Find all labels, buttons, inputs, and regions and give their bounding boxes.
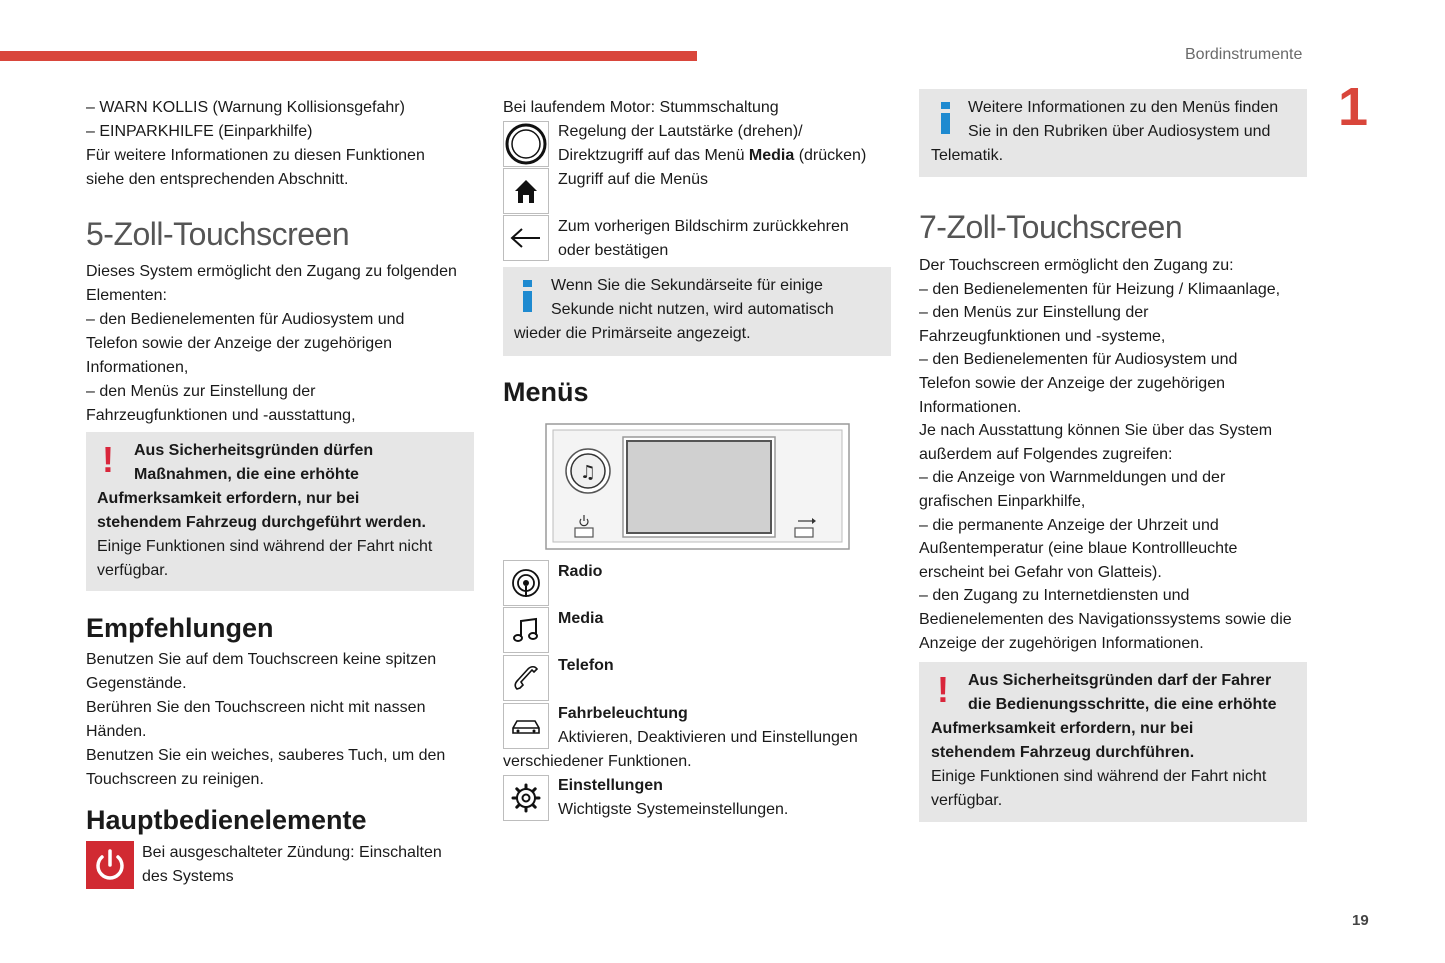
text-line: – den Bedienelementen für Audiosystem und: [86, 311, 405, 328]
text-line: Für weitere Informationen zu diesen Funktionen: [86, 147, 425, 164]
gear-icon: [503, 775, 549, 821]
text-line: Händen.: [86, 723, 147, 740]
col3-7inch-text: [919, 254, 1314, 655]
menu-desc: Aktivieren, Deaktivieren und Einstellungen: [558, 729, 858, 746]
warning-line: Einige Funktionen sind während der Fahrt nicht: [931, 768, 1267, 785]
heading-5inch: 5-Zoll-Touchscreen: [86, 216, 350, 252]
radio-icon: [503, 560, 549, 606]
text-line: – den Zugang zu Internetdiensten und: [919, 587, 1190, 605]
text-span: Direktzugriff auf das Menü: [558, 147, 749, 164]
text-line: – den Bedienelementen für Heizung / Klimaanlage,: [919, 280, 1281, 298]
warning-line: Aus Sicherheitsgründen dürfen: [134, 442, 374, 459]
back-description: [558, 215, 849, 263]
chapter-number: 1: [1338, 77, 1369, 137]
text-line: oder bestätigen: [558, 242, 669, 259]
text-line: Bedienelementen des Navigationssystems sowie die: [919, 610, 1292, 628]
info-line: Wenn Sie die Sekundärseite für einige: [551, 277, 823, 294]
heading-5inch-wrap: [86, 216, 349, 252]
heading-menus: Menüs: [503, 377, 589, 407]
menu-row-einstellungen: [558, 774, 788, 822]
power-button-icon: [86, 841, 134, 889]
text-line: Dieses System ermöglicht den Zugang zu folgenden: [86, 263, 457, 280]
col1-5inch-text: [86, 260, 481, 428]
heading-empfehlungen: Empfehlungen: [86, 613, 274, 643]
menu-label-einstellungen: Einstellungen: [558, 777, 663, 794]
warning-line: Einige Funktionen sind während der Fahrt nicht: [97, 538, 433, 555]
info-icon: [939, 102, 953, 142]
text-line: Benutzen Sie ein weiches, sauberes Tuch, um den: [86, 747, 446, 764]
text-line: des Systems: [142, 868, 234, 885]
info-line: wieder die Primärseite angezeigt.: [514, 325, 751, 342]
text-line: Regelung der Lautstärke (drehen)/: [558, 123, 803, 140]
heading-hauptbedienelemente: Hauptbedienelemente: [86, 805, 367, 835]
menu-desc: Wichtigste Systemeinstellungen.: [558, 801, 789, 818]
heading-menus-wrap: [503, 376, 589, 408]
text-line: Fahrzeugfunktionen und -systeme,: [919, 327, 1166, 345]
music-note-icon: [503, 607, 549, 653]
text-line: Touchscreen zu reinigen.: [86, 771, 264, 788]
menu-label-radio: Radio: [558, 563, 603, 580]
home-description: Zugriff auf die Menüs: [558, 171, 709, 188]
menu-label-fahrbeleuchtung: Fahrbeleuchtung: [558, 705, 688, 722]
warning-box-1: [86, 432, 474, 591]
text-line: Telefon sowie der Anzeige der zugehörigen: [86, 335, 392, 352]
info-box-2: [919, 89, 1307, 177]
col1-empf-text: [86, 648, 481, 792]
warning-line: Aufmerksamkeit erfordern, nur bei: [97, 490, 360, 507]
page-number: 19: [1352, 912, 1369, 929]
menu-label-telefon: Telefon: [558, 657, 614, 674]
motor-line: Bei laufendem Motor: Stummschaltung: [503, 99, 779, 116]
info-line: Weitere Informationen zu den Menüs finden: [968, 99, 1279, 116]
warning-icon: !: [102, 439, 114, 480]
text-line: Telefon sowie der Anzeige der zugehörigen: [919, 374, 1225, 392]
text-line: Benutzen Sie auf dem Touchscreen keine spitzen: [86, 651, 437, 668]
knob-description: [558, 120, 866, 168]
text-line: Je nach Ausstattung können Sie über das System: [919, 422, 1273, 440]
car-lights-icon: [503, 703, 549, 749]
text-line: Informationen.: [919, 398, 1022, 416]
phone-icon: [503, 655, 549, 701]
text-line: – den Menüs zur Einstellung der: [86, 383, 316, 400]
text-line: Elementen:: [86, 287, 167, 304]
warning-line: verfügbar.: [931, 792, 1003, 809]
warning-line: die Bedienungsschritte, die eine erhöhte: [968, 696, 1277, 713]
text-line: erscheint bei Gefahr von Glatteis).: [919, 563, 1162, 581]
info-icon: [521, 280, 535, 320]
text-line: Berühren Sie den Touchscreen nicht mit nassen: [86, 699, 426, 716]
menu-row-fahrbeleuchtung: [558, 702, 858, 750]
menu-desc: verschiedener Funktionen.: [503, 753, 692, 770]
head-unit-illustration: [545, 423, 850, 550]
warning-line: stehendem Fahrzeug durchgeführt werden.: [97, 514, 426, 531]
text-line: Zum vorherigen Bildschirm zurückkehren: [558, 218, 849, 235]
text-line: Außentemperatur (eine blaue Kontrollleuchte: [919, 540, 1238, 558]
back-arrow-icon: [503, 215, 549, 261]
svg-text:♫: ♫: [579, 462, 597, 483]
text-line: Gegenstände.: [86, 675, 187, 692]
col1-intro: [86, 96, 476, 192]
info-line: Telematik.: [931, 147, 1004, 164]
text-span: (drücken): [794, 147, 867, 164]
info-line: Sie in den Rubriken über Audiosystem und: [968, 123, 1271, 140]
text-line: – die permanente Anzeige der Uhrzeit und: [919, 516, 1219, 534]
text-bold: Media: [748, 147, 795, 164]
text-line: – die Anzeige von Warnmeldungen und der: [919, 469, 1226, 487]
text-line: – EINPARKHILFE (Einparkhilfe): [86, 123, 313, 140]
text-line: Informationen,: [86, 359, 189, 376]
text-line: Bei ausgeschalteter Zündung: Einschalten: [142, 844, 442, 861]
header-accent-bar: [0, 51, 697, 61]
text-line: grafischen Einparkhilfe,: [919, 492, 1086, 510]
volume-knob-icon: [503, 121, 549, 167]
warning-line: verfügbar.: [97, 562, 169, 579]
heading-empf-wrap: [86, 612, 274, 644]
warning-line: Aufmerksamkeit erfordern, nur bei: [931, 720, 1194, 737]
info-line: Sekunde nicht nutzen, wird automatisch: [551, 301, 834, 318]
section-title: Bordinstrumente: [1185, 46, 1303, 63]
heading-7inch: 7-Zoll-Touchscreen: [919, 209, 1183, 245]
text-line: Der Touchscreen ermöglicht den Zugang zu:: [919, 257, 1234, 274]
menu-label-media: Media: [558, 610, 604, 627]
text-line: siehe den entsprechenden Abschnitt.: [86, 171, 349, 188]
warning-line: Maßnahmen, die eine erhöhte: [134, 466, 359, 483]
text-line: außerdem auf Folgendes zugreifen:: [919, 445, 1173, 463]
heading-haupt-wrap: [86, 804, 367, 836]
warning-box-2: [919, 662, 1307, 822]
text-line: Anzeige der zugehörigen Informationen.: [919, 634, 1204, 652]
text-line: Fahrzeugfunktionen und -ausstattung,: [86, 407, 356, 424]
warning-line: stehendem Fahrzeug durchführen.: [931, 744, 1195, 761]
text-line: – den Menüs zur Einstellung der: [919, 304, 1149, 322]
heading-7inch-wrap: [919, 209, 1182, 245]
warning-line: Aus Sicherheitsgründen darf der Fahrer: [968, 672, 1272, 689]
home-icon: [503, 168, 549, 214]
warning-icon: !: [937, 669, 949, 710]
text-line: – den Bedienelementen für Audiosystem und: [919, 351, 1238, 369]
power-description: [142, 841, 442, 889]
text-line: – WARN KOLLIS (Warnung Kollisionsgefahr): [86, 99, 405, 116]
info-box-1: [503, 267, 891, 356]
